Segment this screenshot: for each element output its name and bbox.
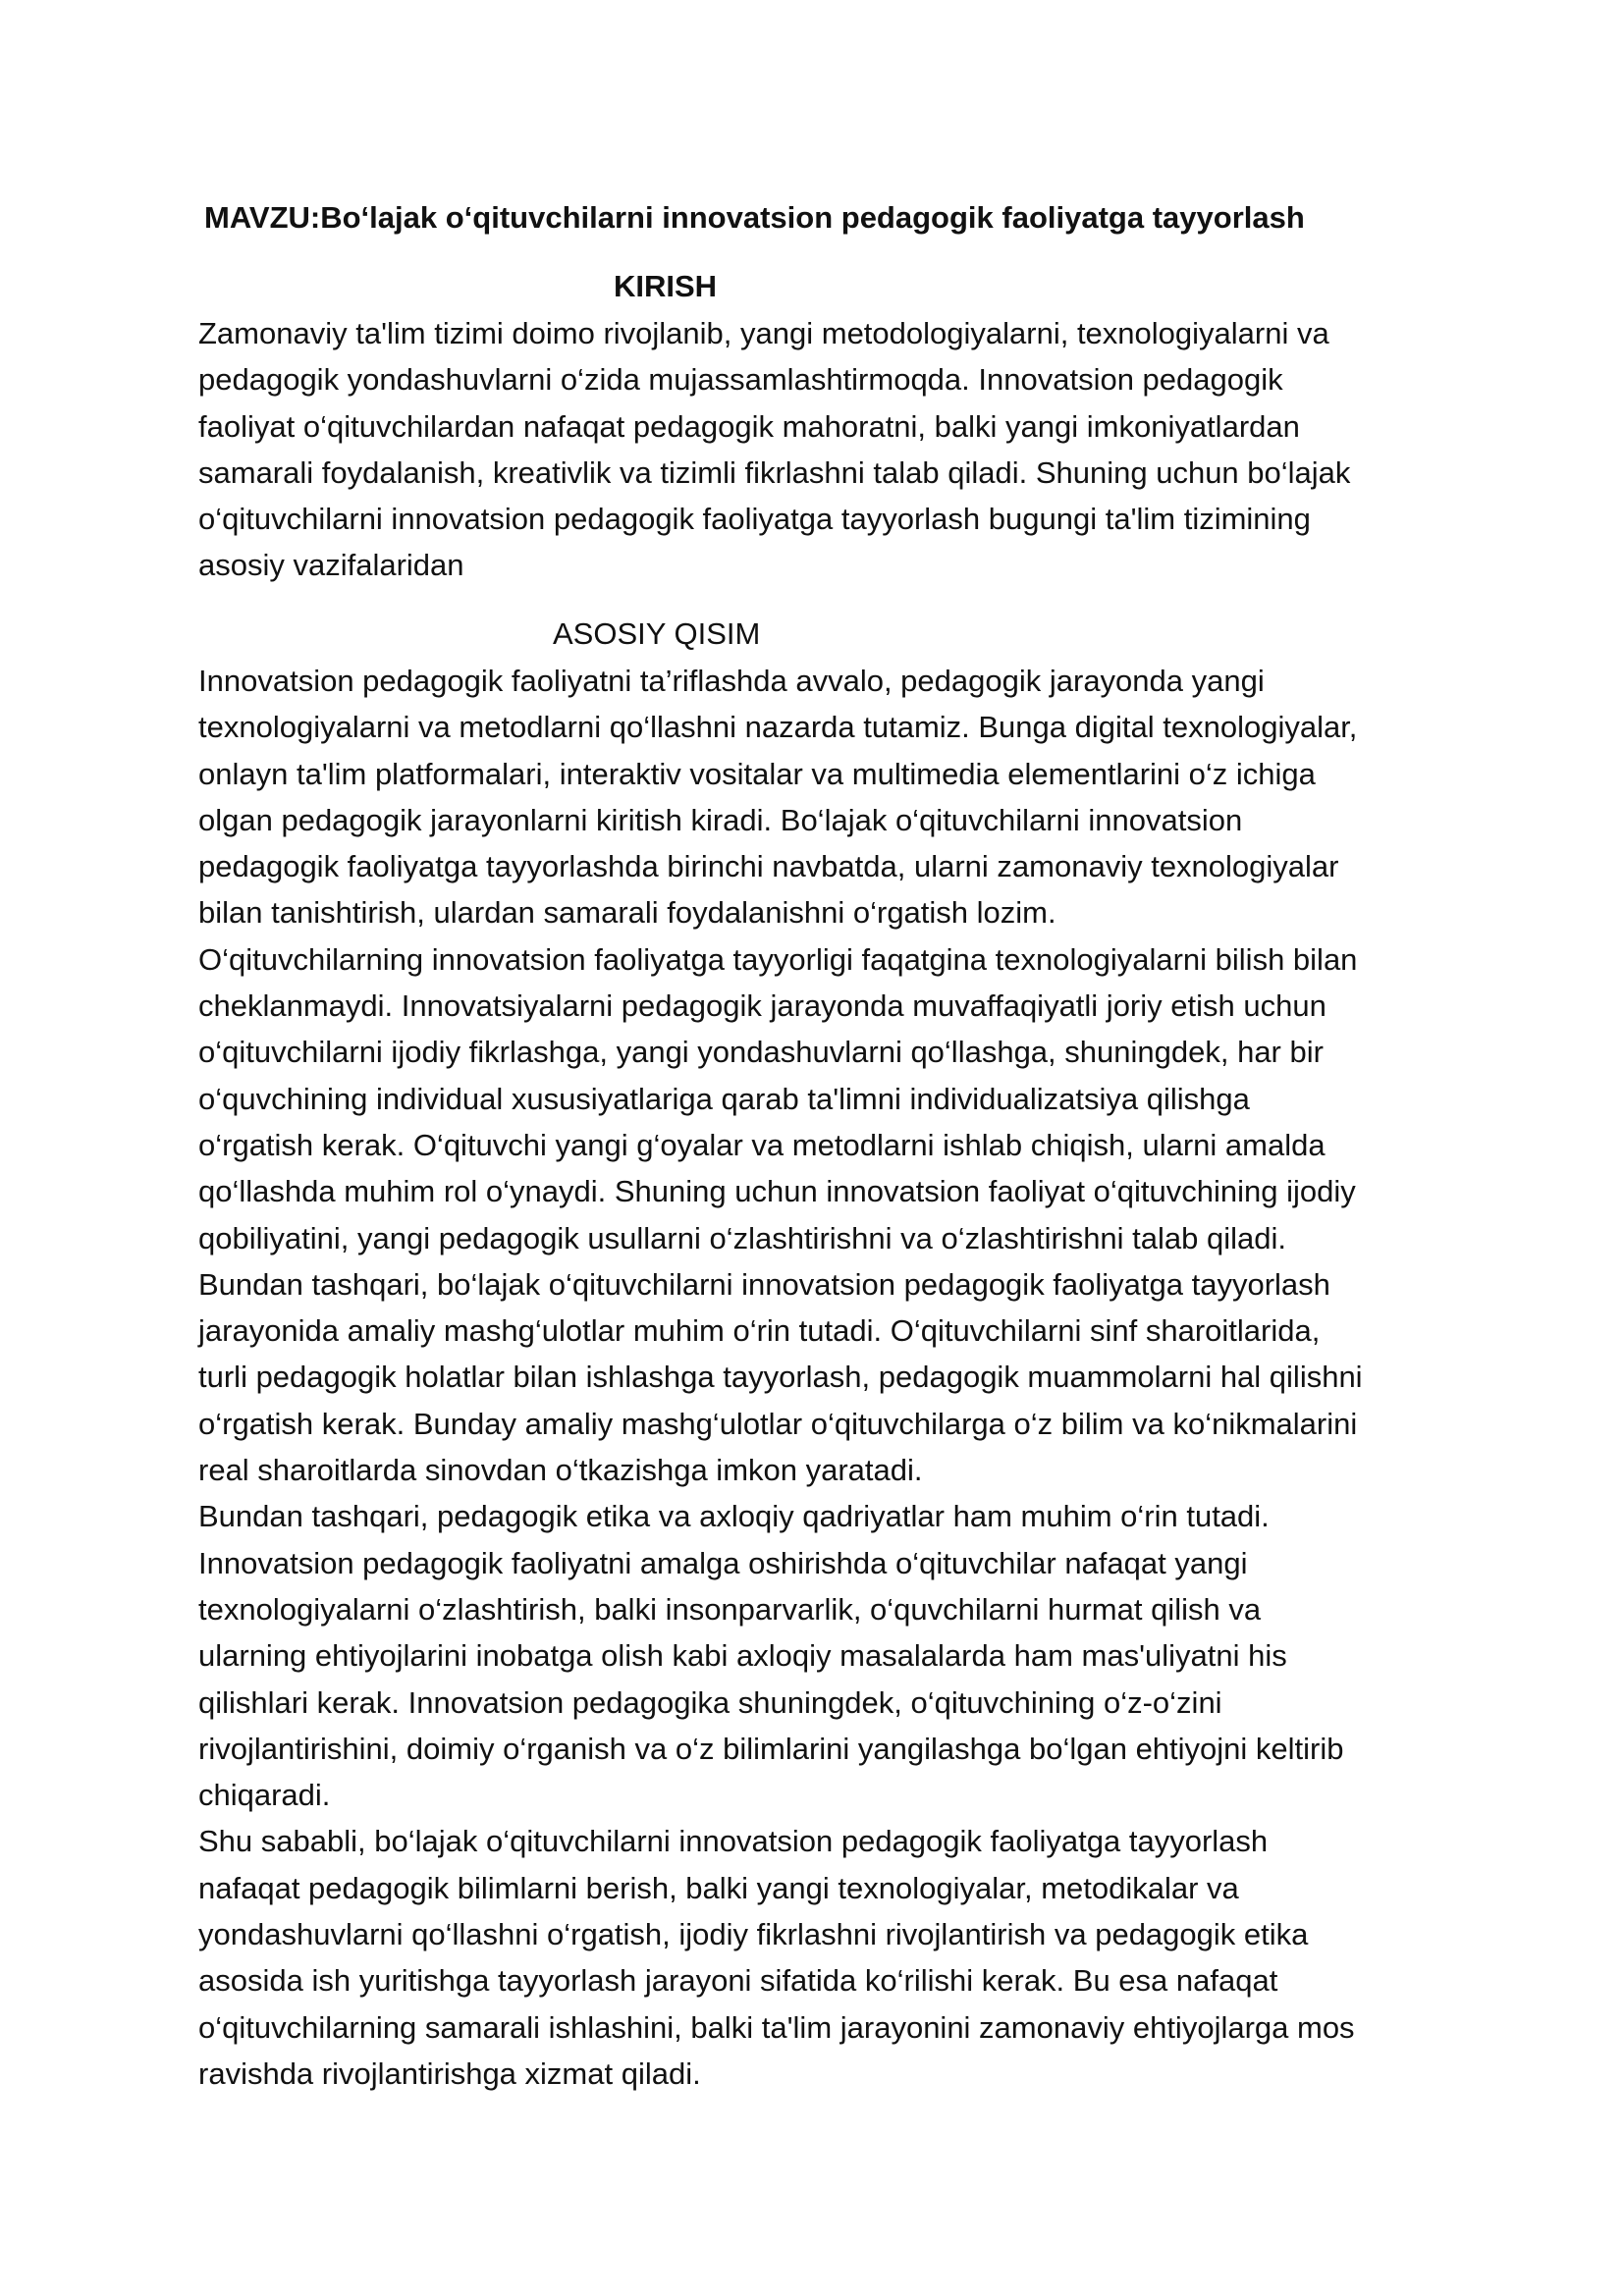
section-heading-kirish: KIRISH [614, 269, 718, 303]
text-line: qobiliyatini, yangi pedagogik usullarni o‘zlashtirishni va o‘zlashtirishni talab qiladi. [198, 1220, 1287, 1255]
text-line: o‘qituvchilarning samarali ishlashini, balki ta'lim jarayonini zamonaviy ehtiyojlarga mos [198, 2009, 1355, 2045]
text-line: chiqaradi. [198, 1778, 331, 1813]
text-line: real sharoitlarda sinovdan o‘tkazishga imkon yaratadi. [198, 1453, 923, 1488]
text-line: o‘rgatish kerak. O‘qituvchi yangi g‘oyalar va metodlarni ishlab chiqish, ularni amalda [198, 1127, 1326, 1162]
text-line: Zamonaviy ta'lim tizimi doimo rivojlanib, yangi metodologiyalarni, texnologiyalarni va [198, 316, 1329, 350]
text-line: o‘rgatish kerak. Bunday amaliy mashg‘ulotlar o‘qituvchilarga o‘z bilim va ko‘nikmalarini [198, 1406, 1358, 1441]
text-line: nafaqat pedagogik bilimlarni berish, balki yangi texnologiyalar, metodikalar va [198, 1870, 1239, 1905]
text-line: jarayonida amaliy mashg‘ulotlar muhim o‘rin tutadi. O‘qituvchilarni sinf sharoitlarida, [198, 1313, 1321, 1349]
text-line: faoliyat o‘qituvchilardan nafaqat pedagogik mahoratni, balki yangi imkoniyatlardan [198, 408, 1300, 444]
text-line: pedagogik yondashuvlarni o‘zida mujassamlashtirmoqda. Innovatsion pedagogik [198, 362, 1283, 398]
text-line: texnologiyalarni o‘zlashtirish, balki insonparvarlik, o‘quvchilarni hurmat qilish va [198, 1591, 1262, 1627]
text-line: samarali foydalanish, kreativlik va tizimli fikrlashni talab qiladi. Shuning uchun bo‘lajak [198, 454, 1351, 490]
text-line: turli pedagogik holatlar bilan ishlashga tayyorlash, pedagogik muammolarni hal qilishni [198, 1360, 1363, 1395]
section-body-kirish [198, 310, 1445, 589]
text-line: ravishda rivojlantirishga xizmat qiladi. [198, 2056, 701, 2091]
document-title: MAVZU:Bo‘lajak o‘qituvchilarni innovatsion pedagogik faoliyatga tayyorlash [204, 200, 1305, 235]
text-line: O‘qituvchilarning innovatsion faoliyatga tayyorligi faqatgina texnologiyalarni bilish bilan [198, 941, 1358, 977]
section-body-asosiy-qisim [198, 658, 1445, 2097]
text-line: asosida ish yuritishga tayyorlash jarayoni sifatida ko‘rilishi kerak. Bu esa nafaqat [198, 1963, 1278, 1999]
text-line: onlayn ta'lim platformalari, interaktiv vositalar va multimedia elementlarini o‘z ichiga [198, 756, 1316, 791]
text-line: texnologiyalarni va metodlarni qo‘llashni nazarda tutamiz. Bunga digital texnologiyalar, [198, 710, 1358, 745]
text-line: Innovatsion pedagogik faoliyatni amalga oshirishda o‘qituvchilar nafaqat yangi [198, 1545, 1248, 1580]
text-line: bilan tanishtirish, ulardan samarali foydalanishni o‘rgatish lozim. [198, 895, 1056, 931]
section-heading-asosiy-qisim: ASOSIY QISIM [553, 616, 761, 651]
text-line: olgan pedagogik jarayonlarni kiritish kiradi. Bo‘lajak o‘qituvchilarni innovatsion [198, 802, 1243, 837]
text-line: qo‘llashda muhim rol o‘ynaydi. Shuning uchun innovatsion faoliyat o‘qituvchining ijodiy [198, 1174, 1356, 1209]
text-line: Bundan tashqari, pedagogik etika va axloqiy qadriyatlar ham muhim o‘rin tutadi. [198, 1499, 1270, 1534]
text-line: rivojlantirishini, doimiy o‘rganish va o‘z bilimlarini yangilashga bo‘lgan ehtiyojni keltirib [198, 1731, 1344, 1766]
text-line: cheklanmaydi. Innovatsiyalarni pedagogik jarayonda muvaffaqiyatli joriy etish uchun [198, 988, 1326, 1024]
text-line: qilishlari kerak. Innovatsion pedagogika shuningdek, o‘qituvchining o‘z-o‘zini [198, 1684, 1222, 1720]
text-line: o‘qituvchilarni ijodiy fikrlashga, yangi yondashuvlarni qo‘llashga, shuningdek, har bir [198, 1035, 1324, 1070]
text-line: Innovatsion pedagogik faoliyatni ta’riflashda avvalo, pedagogik jarayonda yangi [198, 664, 1265, 698]
text-line: o‘qituvchilarni innovatsion pedagogik faoliyatga tayyorlash bugungi ta'lim tizimining [198, 502, 1311, 537]
text-line: o‘quvchining individual xususiyatlariga qarab ta'limni individualizatsiya qilishga [198, 1081, 1250, 1116]
text-line: Shu sababli, bo‘lajak o‘qituvchilarni innovatsion pedagogik faoliyatga tayyorlash [198, 1824, 1269, 1859]
text-line: yondashuvlarni qo‘llashni o‘rgatish, ijodiy fikrlashni rivojlantirish va pedagogik etika [198, 1917, 1309, 1952]
text-line: asosiy vazifalaridan [198, 548, 464, 583]
text-line: ularning ehtiyojlarini inobatga olish kabi axloqiy masalalarda ham mas'uliyatni his [198, 1638, 1287, 1674]
text-line: pedagogik faoliyatga tayyorlashda birinchi navbatda, ularni zamonaviy texnologiyalar [198, 849, 1339, 884]
text-line: Bundan tashqari, bo‘lajak o‘qituvchilarni innovatsion pedagogik faoliyatga tayyorlash [198, 1266, 1330, 1302]
